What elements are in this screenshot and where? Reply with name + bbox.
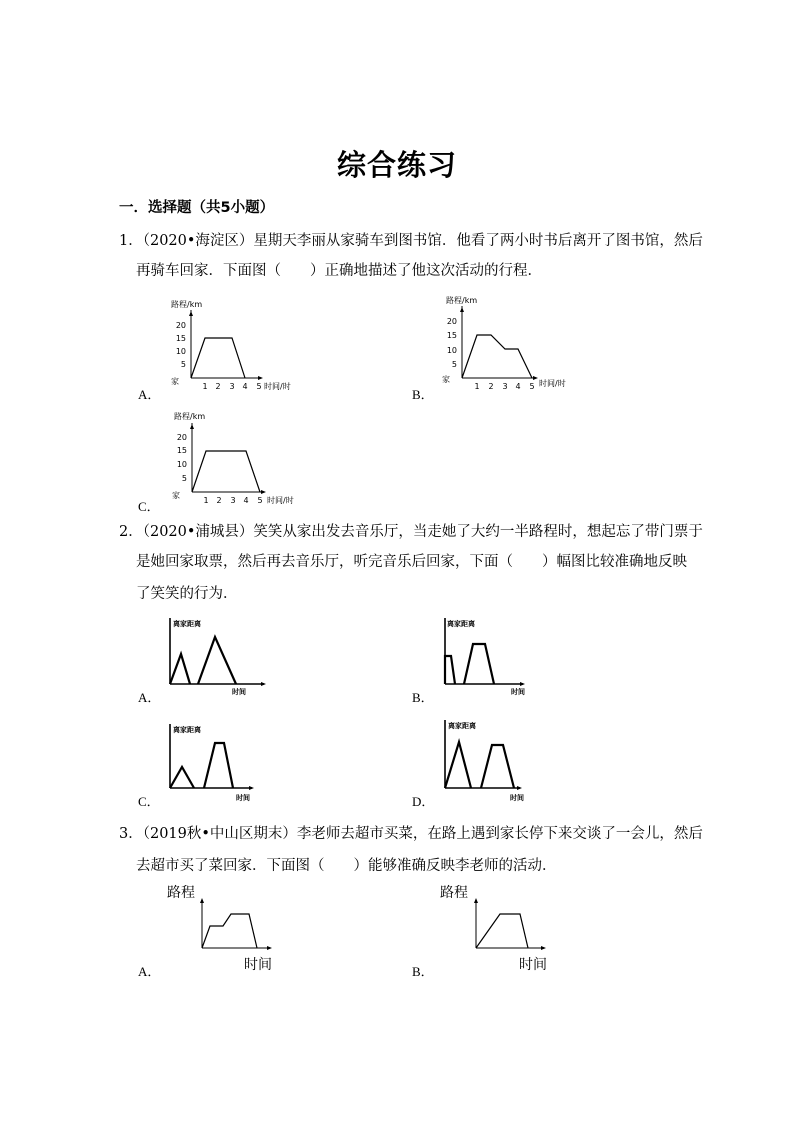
q1-graph-a xyxy=(165,296,305,396)
q2-graph-d xyxy=(436,712,546,802)
q2-option-b: B． xyxy=(412,690,434,705)
svg-text:2: 2 xyxy=(216,496,222,505)
question-2-line-3: 了笑笑的行为． xyxy=(136,586,238,602)
svg-text:5: 5 xyxy=(529,382,535,391)
q1-option-c: C． xyxy=(138,499,160,514)
svg-text:家: 家 xyxy=(172,491,180,500)
svg-text:20: 20 xyxy=(446,317,457,326)
svg-text:10: 10 xyxy=(176,460,187,469)
q1-option-b: B． xyxy=(412,387,434,402)
svg-text:15: 15 xyxy=(446,331,457,340)
svg-text:1: 1 xyxy=(474,382,480,391)
q1-graph-b xyxy=(440,292,580,392)
svg-text:路程/km: 路程/km xyxy=(446,296,478,305)
svg-text:20: 20 xyxy=(175,321,186,330)
q2-option-d: D． xyxy=(412,794,435,809)
q3-option-b: B． xyxy=(412,964,434,979)
svg-text:路程: 路程 xyxy=(167,885,195,901)
svg-text:时间: 时间 xyxy=(232,688,246,696)
svg-text:2: 2 xyxy=(488,382,494,391)
svg-text:离家距离: 离家距离 xyxy=(173,726,201,734)
question-1-line-1: 1．（2020•海淀区）星期天李丽从家骑车到图书馆．他看了两小时书后离开了图书馆，然后 xyxy=(119,233,703,249)
svg-text:3: 3 xyxy=(229,382,235,391)
svg-text:1: 1 xyxy=(202,382,208,391)
svg-text:时间/时: 时间/时 xyxy=(267,496,294,505)
section-heading: 一．选择题（共5小题） xyxy=(119,200,275,216)
svg-text:时间: 时间 xyxy=(236,794,250,802)
y-axis-label: 路程/km xyxy=(171,300,203,309)
svg-text:10: 10 xyxy=(175,347,186,356)
svg-text:10: 10 xyxy=(446,346,457,355)
svg-text:时间/时: 时间/时 xyxy=(264,382,291,391)
svg-text:时间/时: 时间/时 xyxy=(539,379,566,388)
q2-option-a: A． xyxy=(138,690,161,705)
question-3-line-1: 3．（2019秋•中山区期末）李老师去超市买菜，在路上遇到家长停下来交谈了一会儿，然后 xyxy=(119,826,703,842)
q2-graph-b xyxy=(437,612,537,698)
svg-text:时间: 时间 xyxy=(519,957,547,973)
svg-text:5: 5 xyxy=(257,496,263,505)
q1-option-a: A． xyxy=(138,387,161,402)
question-2-line-1: 2．（2020•浦城县）笑笑从家出发去音乐厅，当走她了大约一半路程时，想起忘了带门票于 xyxy=(119,524,703,540)
svg-text:20: 20 xyxy=(176,433,187,442)
q3-option-a: A． xyxy=(138,964,161,979)
q3-graph-a xyxy=(165,878,285,978)
svg-text:2: 2 xyxy=(215,382,221,391)
svg-text:4: 4 xyxy=(243,496,249,505)
origin-label: 家 xyxy=(171,377,179,386)
svg-text:4: 4 xyxy=(242,382,248,391)
svg-text:5: 5 xyxy=(180,360,186,369)
svg-text:离家距离: 离家距离 xyxy=(448,722,476,730)
q2-option-c: C． xyxy=(138,794,160,809)
question-1-line-2: 再骑车回家．下面图（ ）正确地描述了他这次活动的行程． xyxy=(136,263,542,279)
svg-text:时间: 时间 xyxy=(511,688,525,696)
svg-text:时间: 时间 xyxy=(244,957,272,973)
q2-graph-a xyxy=(160,612,280,698)
svg-text:15: 15 xyxy=(175,334,186,343)
svg-text:离家距离: 离家距离 xyxy=(173,620,201,628)
svg-text:15: 15 xyxy=(176,446,187,455)
q2-graph-c xyxy=(160,716,270,802)
q3-graph-b xyxy=(440,878,560,978)
page-title: 综合练习 xyxy=(336,148,457,182)
svg-text:5: 5 xyxy=(256,382,262,391)
svg-text:路程/km: 路程/km xyxy=(174,412,206,421)
question-3-line-2: 去超市买了菜回家．下面图（ ）能够准确反映李老师的活动． xyxy=(136,858,557,874)
svg-text:时间: 时间 xyxy=(510,794,524,802)
svg-text:5: 5 xyxy=(181,474,187,483)
svg-text:5: 5 xyxy=(451,360,457,369)
svg-text:路程: 路程 xyxy=(440,885,468,901)
q1-graph-c xyxy=(168,406,308,510)
question-2-line-2: 是她回家取票，然后再去音乐厅，听完音乐后回家，下面（ ）幅图比较准确地反映 xyxy=(136,554,687,570)
svg-text:4: 4 xyxy=(515,382,521,391)
svg-text:3: 3 xyxy=(502,382,508,391)
svg-text:离家距离: 离家距离 xyxy=(447,620,475,628)
svg-text:3: 3 xyxy=(230,496,236,505)
svg-text:1: 1 xyxy=(203,496,209,505)
svg-text:家: 家 xyxy=(442,375,450,384)
